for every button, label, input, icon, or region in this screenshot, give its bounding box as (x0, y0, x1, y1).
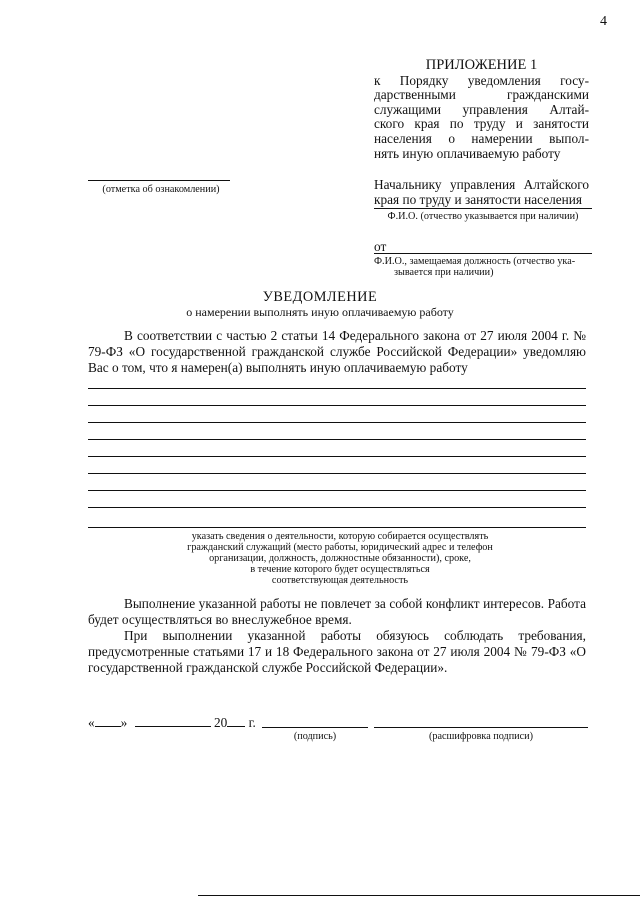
acknowledgement-field[interactable] (88, 180, 230, 181)
addressee-line: края по труду и занятости населения (374, 191, 582, 207)
instructions-caption (170, 531, 510, 586)
notice-paragraph-1: В соответствии с частью 2 статьи 14 Федерального закона от 27 июля 2004 г. № 79-ФЗ «О государственной гражданской службе Российской Федерации» уведомляю Вас о том, что я намерен(а) выполнять иную оплачиваемую работу (88, 328, 586, 375)
year-prefix: 20 (213, 715, 228, 730)
date-field (88, 714, 256, 731)
work-description-line[interactable] (88, 456, 586, 457)
signature-decode-field[interactable] (374, 727, 588, 728)
work-description-line[interactable] (88, 439, 586, 440)
work-description-line[interactable] (88, 388, 586, 389)
instructions-line: в течение которого будет осуществляться (250, 564, 430, 575)
fio-caption: Ф.И.О. (отчество указывается при наличии) (387, 211, 579, 222)
instructions-line: гражданский служащий (место работы, юридический адрес и телефон (187, 542, 493, 553)
appendix-block (374, 58, 589, 161)
date-open-quote: « (88, 715, 95, 730)
acknowledgement-block (88, 180, 234, 195)
from-field[interactable] (374, 253, 592, 254)
work-description-line[interactable] (88, 422, 586, 423)
appendix-title: ПРИЛОЖЕНИЕ 1 (425, 57, 538, 73)
bottom-divider (198, 895, 640, 896)
addressee-block (374, 178, 589, 207)
year-suffix: г. (248, 715, 256, 730)
from-caption-line: зывается при наличии) (394, 267, 494, 278)
appendix-line: служащими управления Алтай- (374, 101, 589, 117)
work-description-line[interactable] (88, 507, 586, 508)
month-field[interactable] (135, 714, 211, 727)
instructions-line: указать сведения о деятельности, которую собирается осуществлять (191, 531, 489, 542)
day-field[interactable] (95, 714, 121, 727)
signature-caption: (подпись) (293, 731, 337, 742)
signature-decode-caption: (расшифровка подписи) (429, 731, 533, 742)
appendix-line: ского края по труду и занятости (374, 116, 589, 132)
notice-paragraph-2: Выполнение указанной работы не повлечет за собой конфликт интересов. Работа будет осуществляться во внеслужебное время. (88, 596, 586, 627)
notice-subtitle: о намерении выполнять иную оплачиваемую работу (186, 305, 454, 319)
appendix-line: дарственными гражданскими (374, 87, 589, 103)
instructions-line: соответствующая деятельность (271, 575, 409, 586)
fio-field[interactable] (374, 208, 592, 209)
date-close-quote: » (120, 715, 128, 730)
from-caption-line: Ф.И.О., замещаемая должность (отчество ука- (374, 256, 576, 267)
page-number: 4 (600, 14, 607, 29)
instructions-line: организации, должность, должностные обязанности), сроке, (209, 553, 471, 564)
year-field[interactable] (227, 714, 245, 727)
appendix-line: населения о намерении выпол- (374, 130, 589, 146)
acknowledgement-caption: (отметка об ознакомлении) (102, 184, 220, 195)
work-description-line[interactable] (88, 490, 586, 491)
work-description-line[interactable] (88, 473, 586, 474)
work-description-line[interactable] (88, 405, 586, 406)
signature-field[interactable] (262, 727, 368, 728)
notice-title: УВЕДОМЛЕНИЕ (262, 289, 378, 305)
from-caption (374, 256, 592, 278)
notice-paragraph-3: При выполнении указанной работы обязуюсь соблюдать требования, предусмотренные статьями 17 и 18 Федерального закона от 27 июля 2004 № 79-ФЗ «О государственной гражданской службе Российской Федерации». (88, 628, 586, 675)
fio-block (374, 208, 592, 222)
appendix-line: к Порядку уведомления госу- (374, 72, 589, 88)
appendix-line: нять иную оплачиваемую работу (374, 145, 561, 161)
addressee-line: Начальнику управления Алтайского (374, 177, 589, 192)
work-description-line[interactable] (88, 527, 586, 528)
from-label: от (374, 239, 387, 254)
from-block (374, 240, 592, 278)
